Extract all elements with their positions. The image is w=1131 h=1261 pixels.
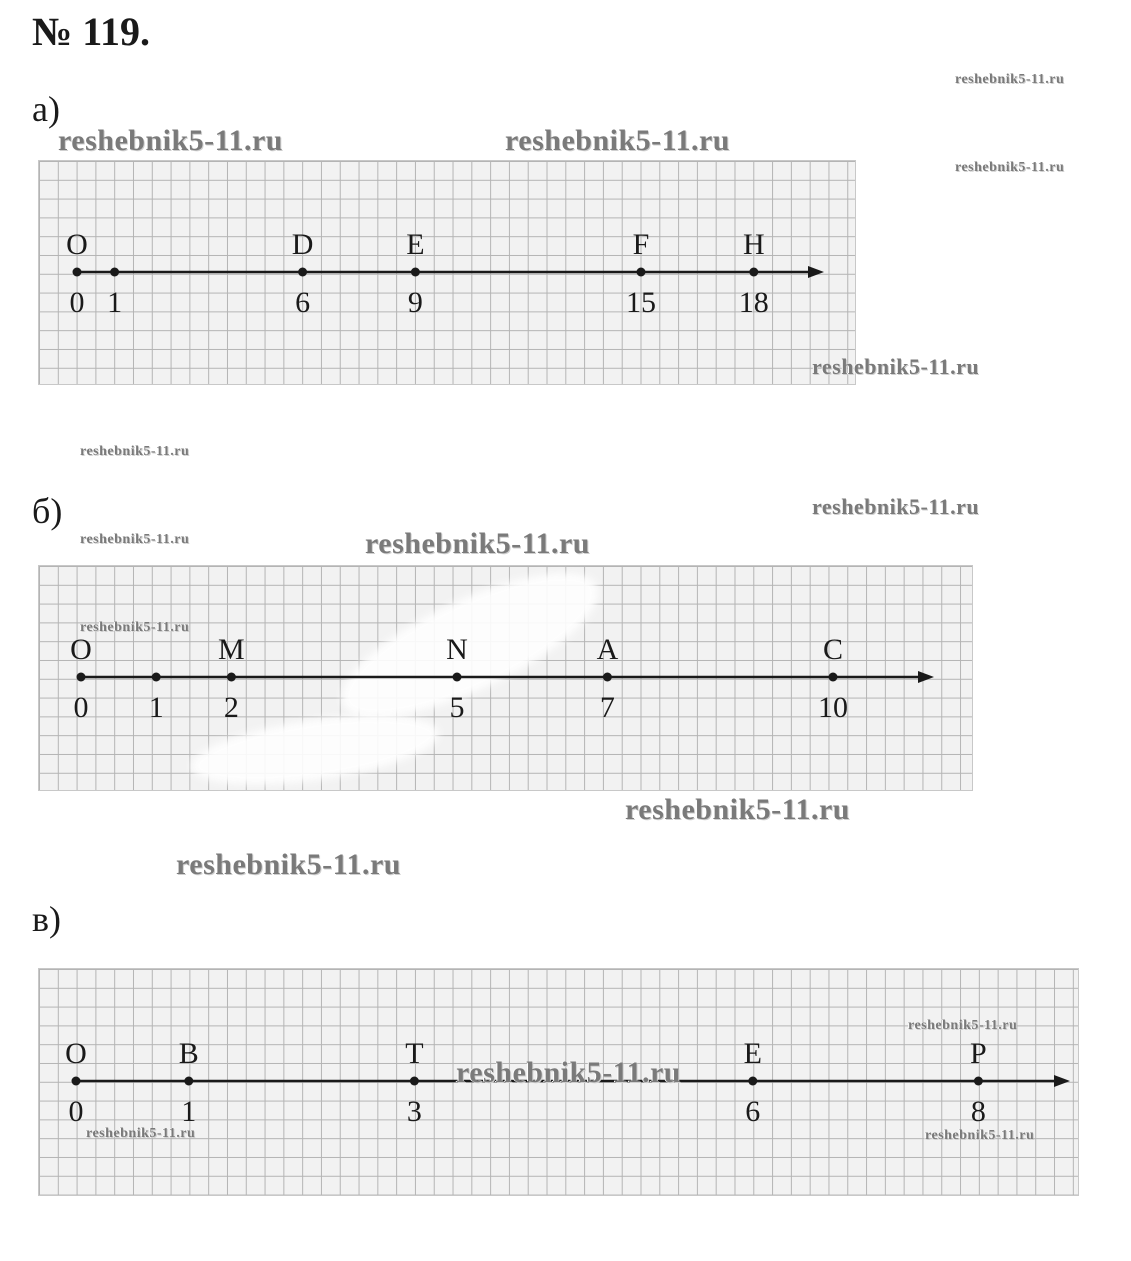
point-coordinate: 2: [223, 691, 239, 724]
watermark: reshebnik5-11.ru: [925, 1128, 1035, 1143]
point-letter: A: [596, 633, 619, 666]
point-letter: H: [742, 228, 765, 261]
watermark: reshebnik5-11.ru: [80, 532, 190, 547]
point-coordinate: 8: [970, 1095, 986, 1128]
point-letter: E: [743, 1037, 762, 1070]
part-a-label: а): [32, 89, 60, 129]
watermark: reshebnik5-11.ru: [58, 124, 283, 157]
watermark: reshebnik5-11.ru: [812, 354, 980, 379]
point-coordinate: 1: [181, 1095, 197, 1128]
point-coordinate: 7: [599, 691, 615, 724]
point-coordinate: 10: [818, 691, 848, 724]
watermark: reshebnik5-11.ru: [908, 1018, 1018, 1033]
point-coordinate: 0: [69, 286, 85, 319]
watermark: reshebnik5-11.ru: [625, 793, 850, 826]
point-letter: F: [632, 228, 650, 261]
point-letter: P: [970, 1037, 987, 1070]
point-coordinate: 6: [295, 286, 311, 319]
axis-arrow: [1054, 1075, 1070, 1087]
point-letter: E: [406, 228, 425, 261]
point-dot: [748, 1077, 757, 1086]
point-letter: M: [218, 633, 245, 666]
point-coordinate: 5: [449, 691, 465, 724]
point-coordinate: 0: [73, 691, 89, 724]
point-dot: [974, 1077, 983, 1086]
point-letter: D: [291, 228, 314, 261]
point-letter: T: [405, 1037, 424, 1070]
point-dot: [72, 1077, 81, 1086]
point-coordinate: 1: [107, 286, 123, 319]
point-coordinate: 0: [68, 1095, 84, 1128]
part-b-label: б): [32, 491, 63, 531]
watermark: reshebnik5-11.ru: [505, 124, 730, 157]
point-letter: N: [446, 633, 468, 666]
point-letter: O: [70, 633, 92, 666]
watermark: reshebnik5-11.ru: [86, 1126, 196, 1141]
watermark: reshebnik5-11.ru: [176, 848, 401, 881]
point-letter: O: [66, 228, 88, 261]
watermark: reshebnik5-11.ru: [80, 620, 190, 635]
point-coordinate: 3: [406, 1095, 422, 1128]
point-coordinate: 9: [407, 286, 423, 319]
point-coordinate: 6: [745, 1095, 761, 1128]
watermark: reshebnik5-11.ru: [812, 494, 980, 519]
point-letter: B: [178, 1037, 199, 1070]
point-letter: O: [65, 1037, 87, 1070]
part-c-label: в): [32, 899, 61, 939]
point-coordinate: 1: [148, 691, 164, 724]
point-letter: C: [822, 633, 844, 666]
watermark: reshebnik5-11.ru: [365, 527, 590, 560]
watermark: reshebnik5-11.ru: [955, 160, 1065, 175]
watermark: reshebnik5-11.ru: [80, 444, 190, 459]
watermark: reshebnik5-11.ru: [955, 72, 1065, 87]
watermark: reshebnik5-11.ru: [456, 1056, 681, 1089]
point-dot: [410, 1077, 419, 1086]
point-coordinate: 18: [738, 286, 769, 319]
point-coordinate: 15: [626, 286, 656, 319]
point-dot: [184, 1077, 193, 1086]
exercise-number: № 119.: [32, 9, 150, 54]
